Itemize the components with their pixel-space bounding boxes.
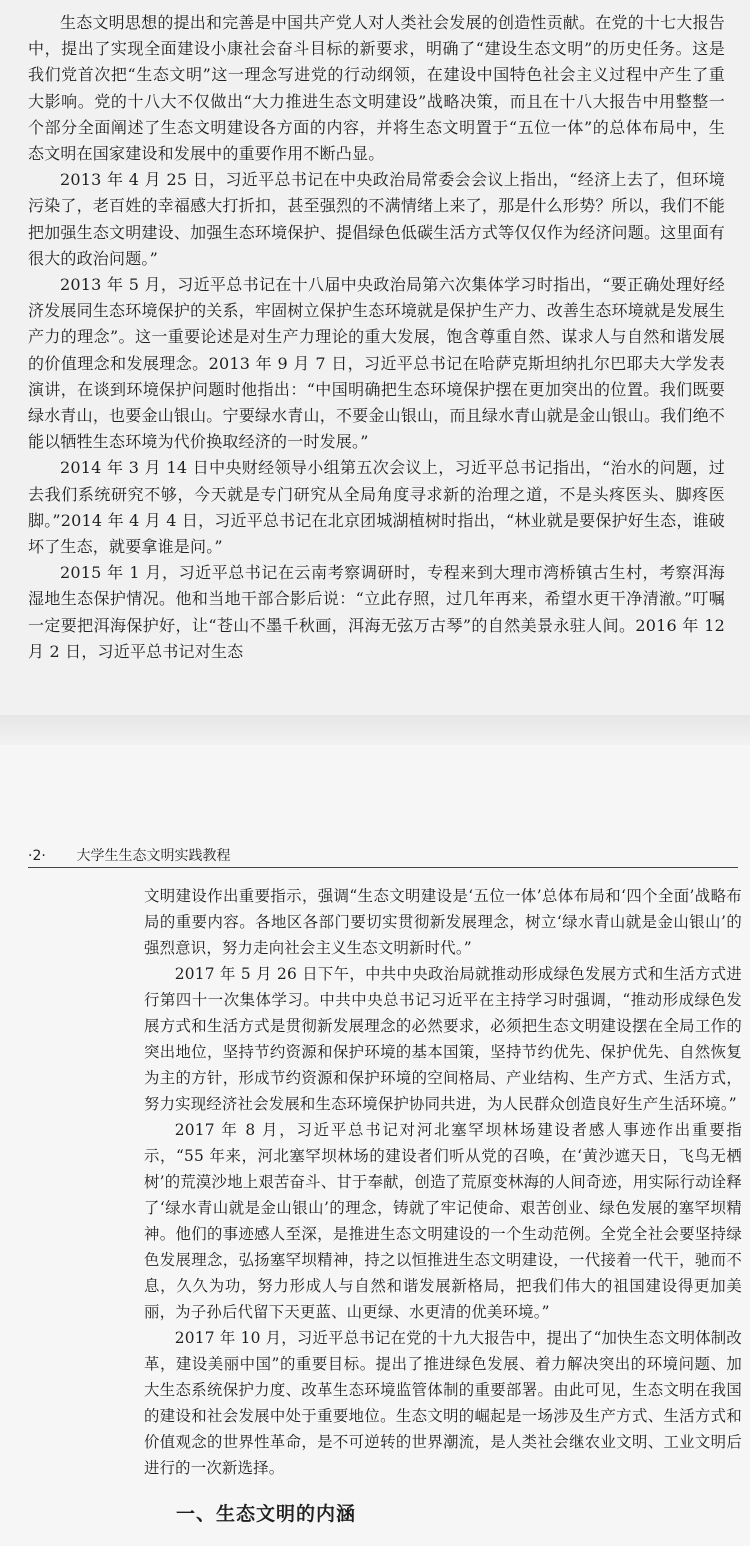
lower-page-body xyxy=(144,883,742,1481)
section-heading: 一、生态文明的内涵 xyxy=(176,1503,357,1525)
paragraph: 2017 年 5 月 26 日下午，中共中央政治局就推动形成绿色发展方式和生活方式进行第四十一次集体学习。中共中央总书记习近平在主持学习时强调，“推动形成绿色发展方式和生活方式是贯彻新发展理念的必然要求，必须把生态文明建设摆在全局工作的突出地位，坚持节约资源和保护环境的基本国策，坚持节约优先、保护优先、自然恢复为主的方针，形成节约资源和保护环境的空间格局、产业结构、生产方式、生活方式，努力实现经济社会发展和生态环境保护协同共进，为人民群众创造良好生产生活环境。” xyxy=(144,965,742,1113)
paragraph: 2014 年 3 月 14 日中央财经领导小组第五次会议上，习近平总书记指出，“治水的问题，过去我们系统研究不够，今天就是专门研究从全局角度寻求新的治理之道，不是头疼医头、脚疼医脚。”2014 年 4 月 4 日，习近平总书记在北京团城湖植树时指出，“林业就是要保护好生态，谁破坏了生态，就要拿谁是问。” xyxy=(28,458,725,557)
page-number: ·2· xyxy=(28,848,46,864)
paragraph: 2013 年 4 月 25 日，习近平总书记在中央政治局常委会会议上指出，“经济上去了，但环境污染了，老百姓的幸福感大打折扣，甚至强烈的不满情绪上来了，那是什么形势？所以，我们不能把加强生态文明建设、加强生态环境保护、提倡绿色低碳生活方式等仅仅作为经济问题。这里面有很大的政治问题。” xyxy=(28,170,725,268)
paragraph: 2017 年 10 月，习近平总书记在党的十九大报告中，提出了“加快生态文明体制改革，建设美丽中国”的重要目标。提出了推进绿色发展、着力解决突出的环境问题、加大生态系统保护力度、改革生态环境监管体制的重要部署。由此可见，生态文明在我国的建设和社会发展中处于重要地位。生态文明的崛起是一场涉及生产方式、生活方式和价值观念的世界性革命，是不可逆转的世界潮流，是人类社会继农业文明、工业文明后进行的一次新选择。 xyxy=(144,1329,742,1477)
paragraph: 生态文明思想的提出和完善是中国共产党人对人类社会发展的创造性贡献。在党的十七大报告中，提出了实现全面建设小康社会奋斗目标的新要求，明确了“建设生态文明”的历史任务。这是我们党首次把“生态文明”这一理念写进党的行动纲领，在建设中国特色社会主义过程中产生了重大影响。党的十八大不仅做出“大力推进生态文明建设”战略决策，而且在十八大报告中用整整一个部分全面阐述了生态文明建设各方面的内容，并将生态文明置于“五位一体”的总体布局中，生态文明在国家建设和发展中的重要作用不断凸显。 xyxy=(28,13,725,164)
upper-book-page xyxy=(0,0,750,715)
book-title: 大学生生态文明实践教程 xyxy=(76,848,231,864)
paragraph: 文明建设作出重要指示，强调“生态文明建设是‘五位一体’总体布局和‘四个全面’战略布局的重要内容。各地区各部门要切实贯彻新发展理念，树立‘绿水青山就是金山银山’的强烈意识，努力走向社会主义生态文明新时代。” xyxy=(144,887,742,957)
page-separator xyxy=(0,715,750,745)
upper-page-body xyxy=(28,10,725,665)
running-header xyxy=(28,845,738,868)
paragraph: 2015 年 1 月，习近平总书记在云南考察调研时，专程来到大理市湾桥镇古生村，考察洱海湿地生态保护情况。他和当地干部合影后说：“立此存照，过几年再来，希望水更干净清澈。”叮嘱一定要把洱海保护好，让“苍山不墨千秋画，洱海无弦万古琴”的自然美景永驻人间。2016 年 12 月 2 日，习近平总书记对生态 xyxy=(28,563,725,661)
paragraph: 2017 年 8 月，习近平总书记对河北塞罕坝林场建设者感人事迹作出重要指示，“55 年来，河北塞罕坝林场的建设者们听从党的召唤，在‘黄沙遮天日，飞鸟无栖树’的荒漠沙地上艰苦奋斗、甘于奉献，创造了荒原变林海的人间奇迹，用实际行动诠释了‘绿水青山就是金山银山’的理念，铸就了牢记使命、艰苦创业、绿色发展的塞罕坝精神。他们的事迹感人至深，是推进生态文明建设的一个生动范例。全党全社会要坚持绿色发展理念，弘扬塞罕坝精神，持之以恒推进生态文明建设，一代接着一代干，驰而不息，久久为功，努力形成人与自然和谐发展新格局，把我们伟大的祖国建设得更加美丽，为子孙后代留下天更蓝、山更绿、水更清的优美环境。” xyxy=(144,1121,742,1321)
lower-book-page xyxy=(0,745,750,1546)
paragraph: 2013 年 5 月，习近平总书记在十八届中央政治局第六次集体学习时指出，“要正确处理好经济发展同生态环境保护的关系，牢固树立保护生态环境就是保护生产力、改善生态环境就是发展生产力的理念”。这一重要论述是对生产力理论的重大发展，饱含尊重自然、谋求人与自然和谐发展的价值理念和发展理念。2013 年 9 月 7 日，习近平总书记在哈萨克斯坦纳扎尔巴耶夫大学发表演讲，在谈到环境保护问题时他指出：“中国明确把生态环境保护摆在更加突出的位置。我们既要绿水青山，也要金山银山。宁要绿水青山，不要金山银山，而且绿水青山就是金山银山。我们绝不能以牺牲生态环境为代价换取经济的一时发展。” xyxy=(28,275,725,452)
